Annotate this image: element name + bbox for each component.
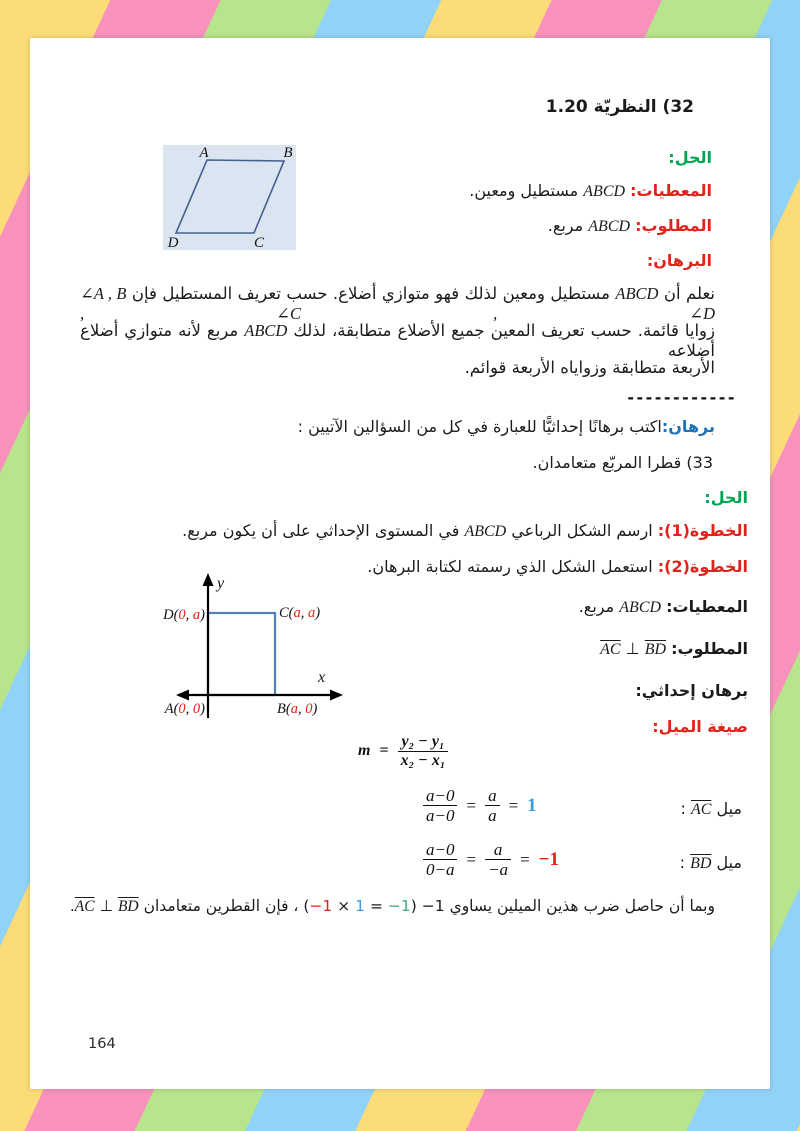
fraction-numerator: a−0 bbox=[426, 840, 455, 859]
open-paren: ( bbox=[303, 897, 310, 915]
point-label-b: B(a, 0) bbox=[277, 701, 318, 717]
equals-sign: = bbox=[520, 849, 530, 869]
step-2-label: الخطوة(2): bbox=[657, 557, 748, 576]
fraction bbox=[423, 786, 457, 825]
coordinate-plane-figure bbox=[150, 572, 345, 722]
slope-m: m bbox=[358, 742, 371, 760]
paragraph-math: ABCD bbox=[244, 321, 288, 340]
slope-word: ميل bbox=[716, 853, 742, 872]
solution-label-2: الحل: bbox=[704, 488, 748, 507]
product-result-green: −1 bbox=[387, 897, 411, 915]
close-paren: ) bbox=[410, 897, 417, 915]
proof-prompt-label: برهان: bbox=[661, 417, 715, 436]
product-factor-blue: 1 bbox=[355, 897, 366, 915]
slope-formula-label: صيغة الميل: bbox=[652, 717, 748, 736]
x-axis-right-arrow bbox=[330, 690, 343, 701]
given-math-2: ABCD bbox=[619, 599, 662, 616]
equals-sign: = bbox=[508, 795, 519, 815]
given-label-2: المعطيات: bbox=[666, 597, 748, 616]
fraction-denominator: x₂ − x₁ bbox=[398, 751, 449, 770]
required-label-2: المطلوب: bbox=[671, 639, 748, 658]
times-sign: × bbox=[337, 897, 351, 915]
slope-bd-equation bbox=[423, 840, 559, 879]
proof-paragraph-line-2 bbox=[80, 321, 715, 360]
paragraph-math: ABCD bbox=[615, 284, 659, 303]
square-shape bbox=[208, 613, 275, 695]
product-factor-red: −1 bbox=[309, 897, 333, 915]
given-text-1: مستطيل ومعين. bbox=[469, 181, 579, 200]
point-label-c: C(a, a) bbox=[279, 605, 321, 621]
fraction bbox=[423, 840, 457, 879]
given-label-1: المعطيات: bbox=[630, 181, 712, 200]
equals-sign: = bbox=[379, 742, 389, 760]
paragraph-text: مستطيل ومعين لذلك فهو متوازي أضلاع. حسب تعريف المستطيل فإن bbox=[131, 284, 610, 303]
fraction-numerator: y₂ − y₁ bbox=[401, 733, 445, 750]
y-axis-label: y bbox=[217, 575, 225, 592]
required-label-1: المطلوب: bbox=[635, 216, 712, 235]
perpendicular-symbol: ⊥ bbox=[625, 639, 640, 658]
slope-ac-equation bbox=[423, 786, 537, 825]
required-row-2 bbox=[600, 638, 748, 661]
step-1-label: الخطوة(1): bbox=[657, 521, 748, 540]
given-row-2 bbox=[579, 596, 748, 619]
point-label-d: D(0, a) bbox=[163, 607, 205, 623]
segment-bd: $\overline{BD}$ bbox=[690, 855, 712, 872]
proof-paragraph-line-3 bbox=[80, 358, 715, 377]
coordinate-proof-label: برهان إحداثي: bbox=[635, 681, 748, 700]
conclusion-line bbox=[70, 896, 715, 918]
fraction-numerator: a−0 bbox=[426, 786, 455, 805]
step-1-row bbox=[182, 520, 748, 543]
vertex-label-c: C bbox=[253, 235, 265, 251]
fraction bbox=[485, 786, 500, 825]
proof-label-1: البرهان: bbox=[646, 251, 712, 270]
given-math-1: ABCD bbox=[583, 183, 626, 200]
vertex-label-b: B bbox=[283, 145, 293, 161]
segment-ac: $\overline{AC}$ bbox=[74, 898, 95, 915]
given-row-1 bbox=[469, 180, 712, 203]
slope-bd-label bbox=[680, 852, 742, 875]
proof-prompt-text: اكتب برهانًا إحداثيًّا للعبارة في كل من السؤالين الآتيين : bbox=[297, 417, 662, 436]
proof-prompt-row bbox=[298, 416, 715, 438]
equals-sign: = bbox=[466, 849, 477, 869]
step-1-text-b: في المستوى الإحداثي على أن يكون مربع. bbox=[182, 521, 460, 540]
required-row-1 bbox=[548, 215, 712, 238]
vertex-label-d: D bbox=[167, 235, 179, 251]
slope-formula bbox=[358, 733, 448, 770]
paragraph-text: نعلم أن bbox=[663, 284, 716, 303]
required-math-2 bbox=[600, 639, 666, 658]
page-number: 164 bbox=[88, 1036, 116, 1052]
proof-paragraph-line-1 bbox=[80, 284, 715, 324]
minus-one-value: −1 bbox=[421, 897, 445, 915]
segment-ac: $\overline{AC}$ bbox=[600, 641, 621, 658]
conclusion-text-a: وبما أن حاصل ضرب هذين الميلين يساوي bbox=[449, 897, 715, 915]
period: . bbox=[69, 897, 75, 915]
fraction-denominator: −a bbox=[485, 859, 511, 879]
perpendicular-symbol: ⊥ bbox=[99, 897, 114, 915]
step-1-math: ABCD bbox=[464, 523, 507, 540]
section-divider-dashes: ------------ bbox=[627, 388, 737, 407]
step-2-row bbox=[367, 556, 748, 578]
given-text-2: مربع. bbox=[578, 597, 615, 616]
x-axis-left-arrow bbox=[176, 690, 189, 701]
paragraph-text: مربع لأنه متوازي أضلاع أضلاعه bbox=[80, 321, 715, 360]
segment-ac: $\overline{AC}$ bbox=[690, 801, 712, 818]
required-text-1: مربع. bbox=[547, 216, 584, 235]
step-1-text-a: ارسم الشكل الرباعي bbox=[511, 521, 653, 540]
paragraph-text: الأربعة متطابقة وزواياه الأربعة قوائم. bbox=[464, 358, 715, 377]
segment-bd: $\overline{BD}$ bbox=[644, 641, 667, 658]
fraction bbox=[485, 840, 511, 879]
point-label-a: A(0, 0) bbox=[164, 701, 205, 717]
colon: : bbox=[679, 853, 685, 872]
fraction-numerator: a bbox=[493, 840, 503, 859]
paragraph-text: زوايا قائمة. حسب تعريف المعين جميع الأضلاع متطابقة، لذلك bbox=[293, 321, 715, 340]
slope-formula-fraction bbox=[398, 733, 449, 770]
equals-sign: = bbox=[466, 795, 477, 815]
y-axis-arrow bbox=[203, 573, 214, 586]
fraction-denominator: a bbox=[485, 805, 500, 825]
conclusion-text-b: ، فإن القطرين متعامدان bbox=[143, 897, 299, 915]
slope-word: ميل bbox=[716, 799, 742, 818]
slope-bd-result: −1 bbox=[538, 848, 559, 870]
step-2-text: استعمل الشكل الذي رسمته لكتابة البرهان. bbox=[367, 557, 653, 576]
fraction-denominator: a−0 bbox=[423, 805, 457, 825]
slope-ac-result: 1 bbox=[527, 794, 537, 816]
problem-33-title: 33) قطرا المربّع متعامدان. bbox=[532, 453, 713, 472]
paragraph-angles-math: ∠A , B , ∠C , ∠D bbox=[80, 284, 715, 323]
equals-sign: = bbox=[369, 897, 383, 915]
fraction-denominator: 0−a bbox=[423, 859, 457, 879]
x-axis-label: x bbox=[318, 669, 326, 686]
problem-32-title: 32) النظريّة 1.20 bbox=[545, 97, 694, 117]
fraction-numerator: a bbox=[488, 786, 497, 805]
segment-bd: $\overline{BD}$ bbox=[117, 898, 139, 915]
parallelogram-figure bbox=[163, 145, 296, 250]
colon: : bbox=[680, 799, 686, 818]
product-expression bbox=[303, 897, 416, 915]
required-math-1: ABCD bbox=[588, 218, 631, 235]
vertex-label-a: A bbox=[199, 145, 209, 161]
slope-ac-label bbox=[680, 798, 742, 821]
conclusion-math bbox=[75, 897, 139, 915]
solution-label-1: الحل: bbox=[668, 148, 712, 167]
